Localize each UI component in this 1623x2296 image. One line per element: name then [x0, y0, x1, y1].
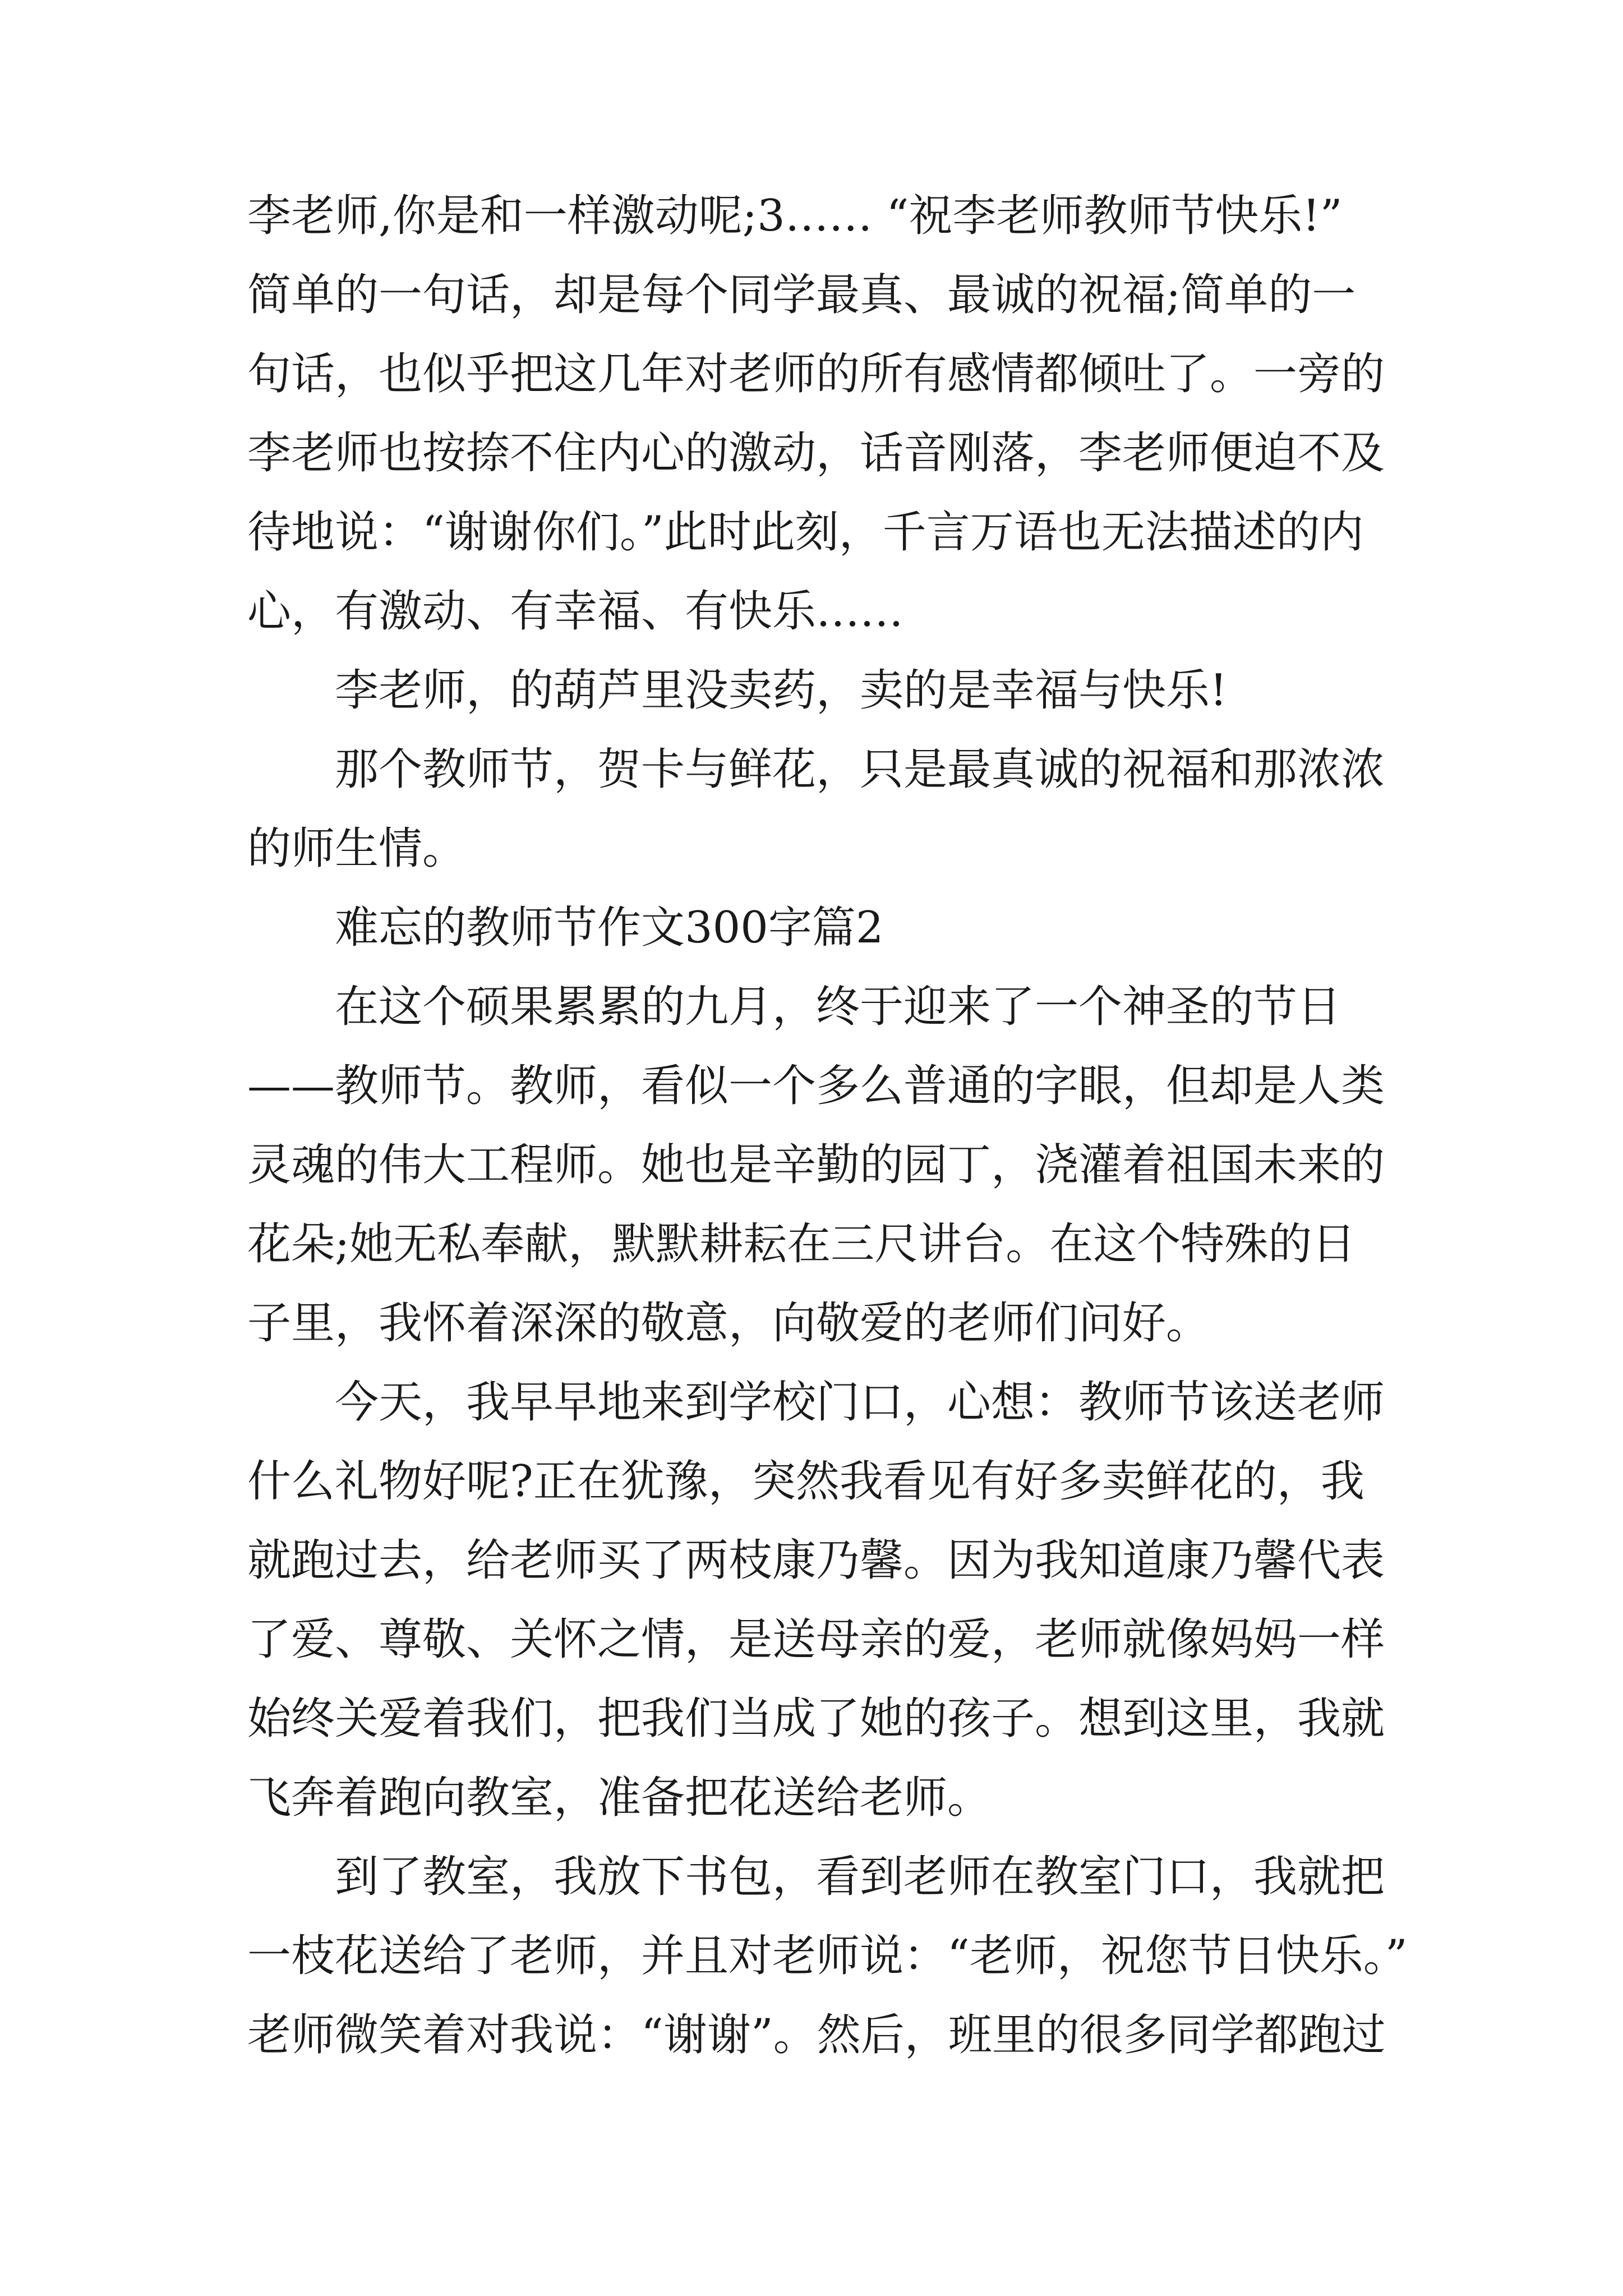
text-line: 李老师,你是和一样激动呢;3…… “祝李老师教师节快乐!” — [247, 191, 1343, 241]
paragraph-first-line: 到了教室，我放下书包，看到老师在教室门口，我就把 — [335, 1852, 1385, 1902]
text-line: 就跑过去，给老师买了两枝康乃馨。因为我知道康乃馨代表 — [247, 1535, 1385, 1586]
body-text — [247, 177, 1447, 2075]
text-line: 了爱、尊敬、关怀之情，是送母亲的爱，老师就像妈妈一样 — [247, 1614, 1385, 1665]
text-line: 什么礼物好呢?正在犹豫，突然我看见有好多卖鲜花的，我 — [247, 1456, 1364, 1507]
text-line: 心，有激动、有幸福、有快乐…… — [247, 586, 904, 637]
text-line: 一枝花送给了老师，并且对老师说：“老师，祝您节日快乐。” — [247, 1931, 1408, 1981]
text-line: 李老师也按捺不住内心的激动，话音刚落，李老师便迫不及 — [247, 428, 1385, 478]
text-line: 简单的一句话，却是每个同学最真、最诚的祝福;简单的一 — [247, 270, 1356, 320]
paragraph-first-line: 今天，我早早地来到学校门口，心想：教师节该送老师 — [335, 1377, 1385, 1428]
paragraph-first-line: 那个教师节，贺卡与鲜花，只是最真诚的祝福和那浓浓 — [335, 744, 1385, 795]
paragraph-first-line: 李老师，的葫芦里没卖药，卖的是幸福与快乐! — [335, 665, 1228, 716]
text-line: 始终关爱着我们，把我们当成了她的孩子。想到这里，我就 — [247, 1694, 1385, 1744]
paragraph-first-line: 在这个硕果累累的九月，终于迎来了一个神圣的节日 — [335, 982, 1341, 1032]
text-line: 花朵;她无私奉献，默默耕耘在三尺讲台。在这个特殊的日 — [247, 1219, 1356, 1269]
text-line: ——教师节。教师，看似一个多么普通的字眼，但却是人类 — [247, 1061, 1385, 1111]
text-line: 的师生情。 — [247, 823, 467, 874]
text-line: 句话，也似乎把这几年对老师的所有感情都倾吐了。一旁的 — [247, 349, 1385, 399]
text-line: 灵魂的伟大工程师。她也是辛勤的园丁，浇灌着祖国未来的 — [247, 1140, 1385, 1190]
section-heading: 难忘的教师节作文300字篇2 — [335, 903, 884, 953]
text-line: 飞奔着跑向教室，准备把花送给老师。 — [247, 1773, 992, 1823]
text-line: 老师微笑着对我说：“谢谢”。然后，班里的很多同学都跑过 — [247, 2010, 1386, 2060]
text-line: 子里，我怀着深深的敬意，向敬爱的老师们问好。 — [247, 1298, 1210, 1349]
text-line: 待地说：“谢谢你们。”此时此刻，千言万语也无法描述的内 — [247, 507, 1364, 558]
